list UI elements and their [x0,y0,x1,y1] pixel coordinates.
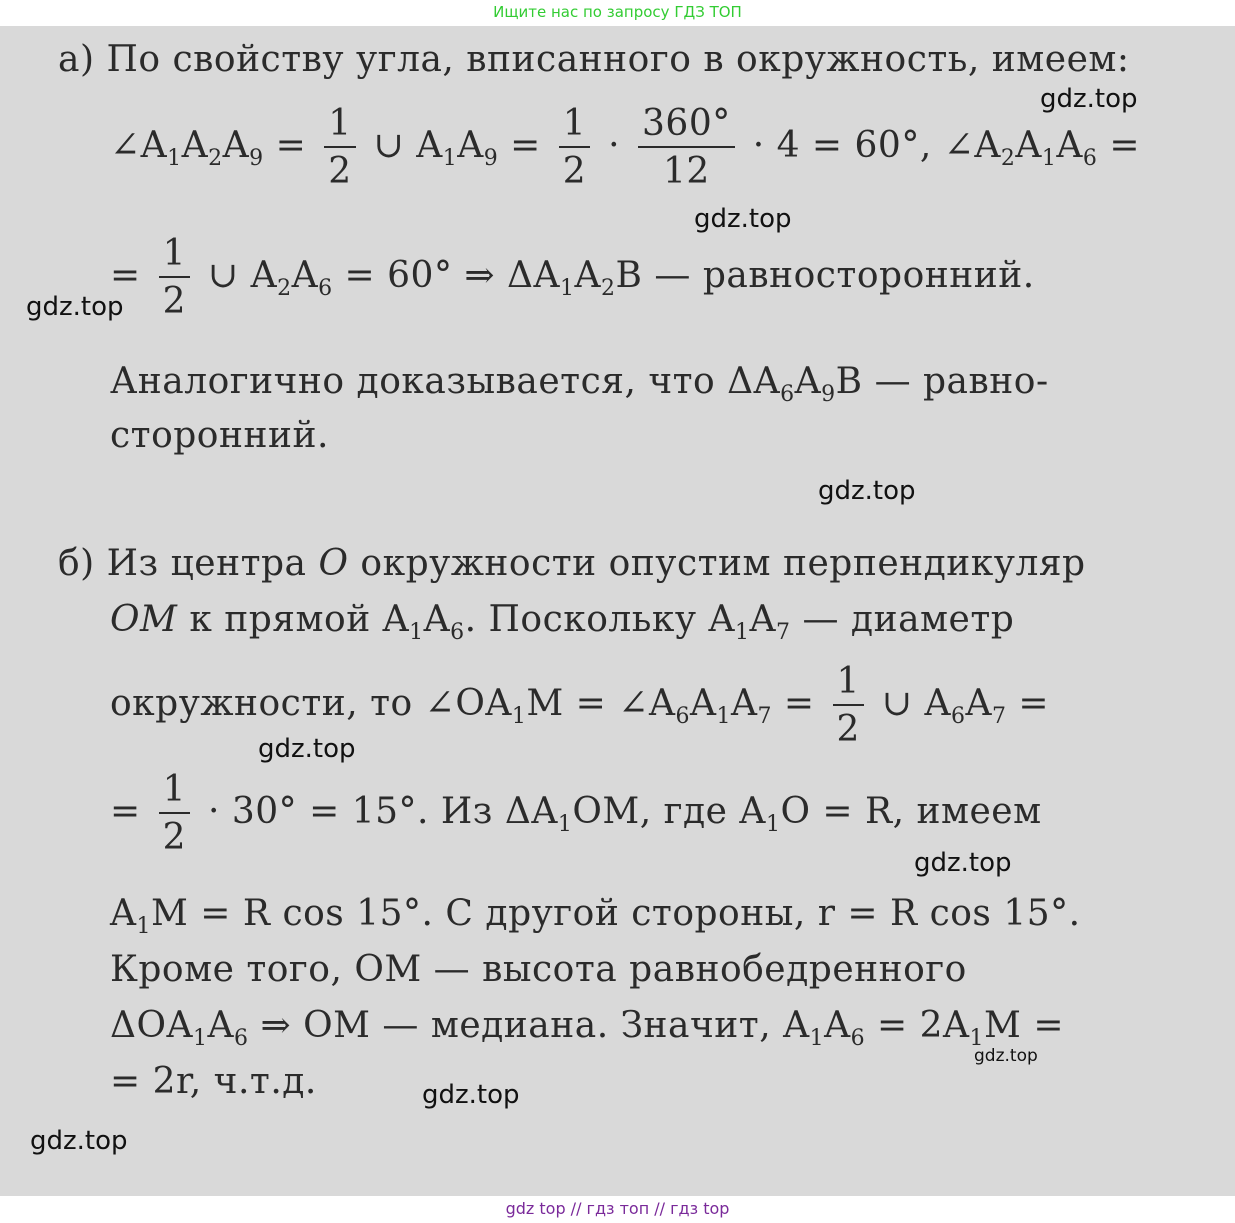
part-a-line-5: сторонний. [110,415,329,456]
watermark: gdz.top [694,204,792,234]
part-b-line-1: б) Из центра O окружности опустим перпендикуляр [58,543,1086,584]
part-b-line-4: = $\frac{1}{2}$ · 30° = 15°. Из $\Delta A_1OM$, где $A_1O = R$, имеем [110,769,1042,858]
fraction-one-half: $\frac{1}{2}$ [559,106,590,190]
fraction-one-half: $\frac{1}{2}$ [159,236,190,320]
fraction-360-12: $\frac{360^\circ}{12}$ [638,106,735,190]
part-a-line-3: = $\frac{1}{2}$ ∪ $A_2A_6 = 60^\circ$ ⇒ $\Delta A_1A_2B$ — равносторонний. [110,233,1035,322]
part-a-line-1: а) По свойству угла, вписанного в окружность, имеем: [58,39,1130,80]
part-b-line-6: Кроме того, OM — высота равнобедренного [110,949,967,990]
watermark: gdz.top [258,734,356,764]
fraction-one-half: $\frac{1}{2}$ [159,772,190,856]
part-b-line-7: $\Delta OA_1A_6$ ⇒ OM — медиана. Значит, $A_1A_6 = 2A_1M$ = [110,1005,1065,1051]
watermark: gdz.top [914,848,1012,878]
top-banner: Ищите нас по запросу ГДЗ ТОП [493,3,742,21]
part-a-line-4: Аналогично доказывается, что $\Delta A_6A_9B$ — равно- [110,361,1049,407]
fraction-one-half: $\frac{1}{2}$ [324,106,355,190]
textbook-scan [0,26,1235,1196]
fraction-one-half: $\frac{1}{2}$ [833,664,864,748]
part-a-line-2: $\angle A_1A_2A_9$ = $\frac{1}{2}$ ∪ $A_1A_9$ = $\frac{1}{2}$ · $\frac{360^\circ}{12}$ · 4 = 60°, $\angle A_2A_1A_6$ = [110,103,1140,192]
watermark: gdz.top [30,1126,128,1156]
watermark: gdz.top [1040,84,1138,114]
watermark: gdz.top [818,476,916,506]
part-b-line-5: $A_1M = R$ cos 15°. С другой стороны, r = R cos 15°. [110,893,1081,939]
watermark: gdz.top [422,1080,520,1110]
watermark: gdz.top [974,1046,1038,1066]
footer-links[interactable]: gdz top // гдз топ // гдз top [505,1199,730,1218]
part-b-line-8: = 2r, ч.т.д. [110,1061,317,1102]
part-b-line-2: OM к прямой $A_1A_6$. Поскольку $A_1A_7$ — диаметр [110,599,1015,645]
watermark: gdz.top [26,292,124,322]
part-b-line-3: окружности, то $\angle OA_1M$ = $\angle A_6A_1A_7$ = $\frac{1}{2}$ ∪ $A_6A_7$ = [110,661,1050,750]
